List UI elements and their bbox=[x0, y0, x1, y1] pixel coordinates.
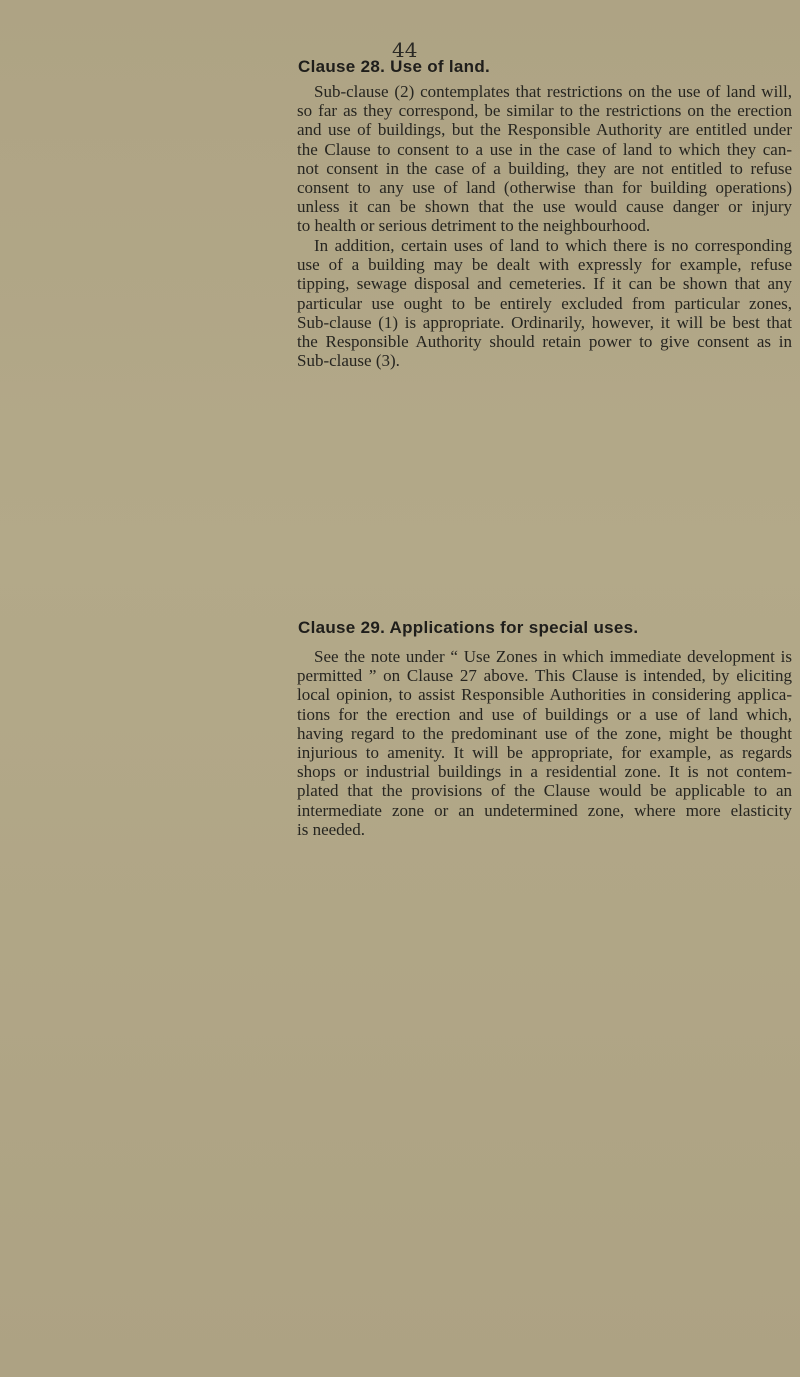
text-line: to health or serious detriment to the neighbourhood. bbox=[297, 216, 651, 236]
text-line: Sub-clause (1) is appropriate. Ordinarily, however, it will be best that bbox=[297, 312, 792, 332]
text-line: plated that the provisions of the Clause would be applicable to an bbox=[297, 781, 792, 801]
clause-28-paragraph-2 bbox=[297, 236, 792, 370]
text-line: In addition, certain uses of land to which there is no corresponding bbox=[314, 236, 792, 255]
text-line: particular use ought to be entirely excluded from particular zones, bbox=[297, 293, 792, 313]
text-line: See the note under “ Use Zones in which immediate development is bbox=[314, 647, 792, 666]
clause-29-paragraph bbox=[297, 647, 792, 839]
text-line: injurious to amenity. It will be appropriate, for example, as regards bbox=[297, 742, 792, 762]
text-line: Sub-clause (2) contemplates that restrictions on the use of land will, bbox=[314, 82, 792, 101]
clause-28-heading: Clause 28. Use of land. bbox=[298, 57, 491, 76]
text-line: tions for the erection and use of buildings or a use of land which, bbox=[297, 704, 792, 724]
text-line: use of a building may be dealt with expressly for example, refuse bbox=[297, 255, 792, 275]
text-line: having regard to the predominant use of the zone, might be thought bbox=[297, 723, 792, 743]
text-line: so far as they correspond, be similar to the restrictions on the erection bbox=[297, 101, 792, 121]
text-line: local opinion, to assist Responsible Authorities in considering applica- bbox=[297, 685, 792, 705]
text-line: unless it can be shown that the use would cause danger or injury bbox=[297, 197, 792, 217]
text-line: intermediate zone or an undetermined zone, where more elasticity bbox=[297, 800, 792, 820]
text-line: the Responsible Authority should retain power to give consent as in bbox=[297, 331, 792, 351]
text-line: shops or industrial buildings in a residential zone. It is not contem- bbox=[297, 762, 792, 782]
text-line: is needed. bbox=[297, 819, 365, 839]
text-line: the Clause to consent to a use in the case of land to which they can- bbox=[297, 139, 792, 159]
page-number: 44 bbox=[392, 38, 418, 62]
text-line: permitted ” on Clause 27 above. This Clause is intended, by eliciting bbox=[297, 666, 792, 686]
text-line: consent to any use of land (otherwise than for building operations) bbox=[297, 177, 792, 197]
text-line: and use of buildings, but the Responsible Authority are entitled under bbox=[297, 120, 792, 140]
text-line: not consent in the case of a building, they are not entitled to refuse bbox=[297, 158, 792, 178]
clause-28-paragraph-1 bbox=[297, 82, 792, 236]
text-line: Sub-clause (3). bbox=[297, 351, 400, 371]
clause-29-heading: Clause 29. Applications for special uses. bbox=[298, 618, 639, 637]
text-line: tipping, sewage disposal and cemeteries. If it can be shown that any bbox=[297, 274, 792, 294]
